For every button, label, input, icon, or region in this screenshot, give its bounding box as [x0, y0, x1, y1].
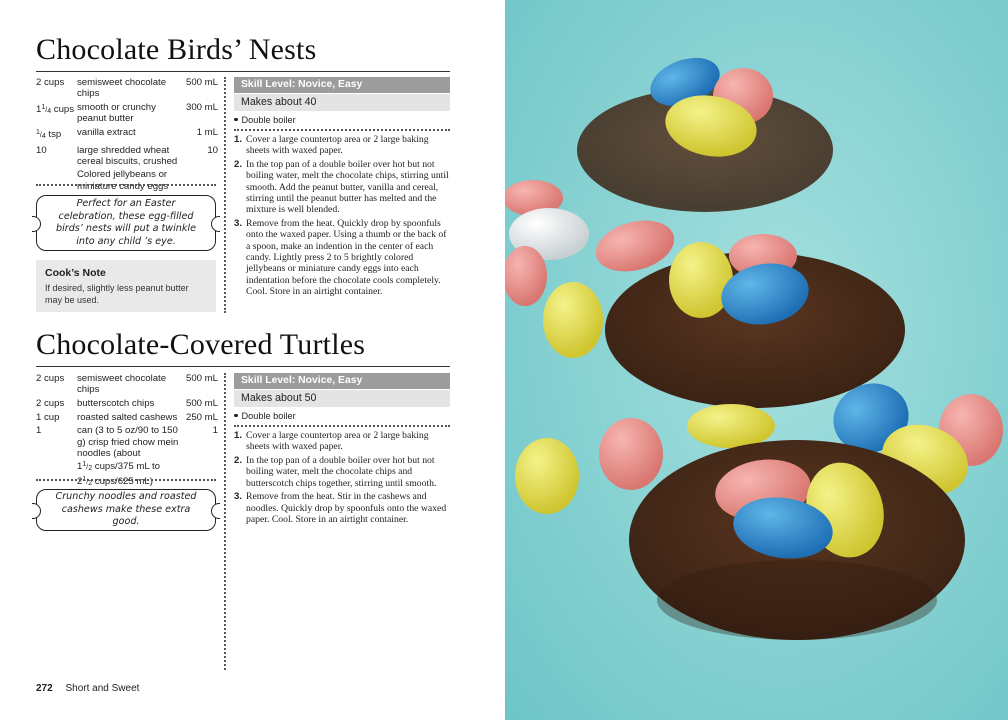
recipe-intro-callout: Crunchy noodles and roasted cashews make these extra good. — [36, 489, 216, 531]
recipe-title-birds-nests: Chocolate Birds’ Nests — [36, 33, 317, 66]
yield-bar: Makes about 40 — [234, 94, 450, 111]
cooks-note — [36, 260, 216, 312]
nests-illustration — [505, 0, 1008, 720]
ingredient-row: 2 cups semisweet chocolate chips 500 mL — [36, 77, 218, 100]
dotted-divider — [36, 184, 216, 186]
bullet-icon — [234, 118, 238, 122]
ingredient-row: 10 large shredded wheat cereal biscuits, crushed 10 — [36, 144, 218, 167]
cooks-note-text: If desired, slightly less peanut butter may be used. — [45, 283, 189, 305]
title-rule — [36, 366, 450, 367]
recipe-photo — [505, 0, 1008, 720]
page-number: 272 — [36, 683, 53, 694]
candy-egg — [543, 282, 603, 358]
dotted-divider — [234, 425, 450, 427]
section-name: Short and Sweet — [65, 683, 140, 694]
skill-level-bar: Skill Level: Novice, Easy — [234, 373, 450, 389]
dotted-column-divider — [224, 373, 226, 670]
method-steps — [234, 134, 452, 300]
equipment-item: Double boiler — [234, 411, 296, 421]
ingredient-row: 1 can (3 to 5 oz/90 to 150 g) crisp fried chow mein noodles (about $1^1/_2$ cups/375 mL to $2^1/_2$ cups/625 mL) 1 — [36, 425, 218, 488]
cooks-note-title: Cook’s Note — [45, 267, 106, 279]
method-step: 1. Cover a large countertop area or 2 large baking sheets with waxed paper. — [234, 134, 429, 157]
bullet-icon — [234, 414, 238, 418]
ingredient-list — [36, 77, 218, 194]
nest-front — [629, 440, 965, 640]
candy-egg — [505, 246, 547, 306]
dotted-divider — [36, 479, 216, 481]
recipe-title-turtles: Chocolate-Covered Turtles — [36, 328, 366, 361]
title-rule — [36, 71, 450, 72]
yield-bar: Makes about 50 — [234, 390, 450, 407]
equipment-item: Double boiler — [234, 115, 296, 125]
ingredient-row: $^1/_4$ tsp vanilla extract 1 mL — [36, 126, 218, 140]
page-footer — [36, 683, 139, 694]
dotted-divider — [234, 129, 450, 131]
ingredient-row: Colored jellybeans or miniature candy eggs — [77, 169, 169, 192]
method-step: 3. Remove from the heat. Quickly drop by spoonfuls onto the waxed paper. Using a thumb or the back of a spoon, make an indention in the center of each candy. Lightly press 2 to 5 brightly colored jellybeans or miniature candy eggs into each indentation before the chocolate cools completely. Cool. Store in an airtight container. — [234, 218, 447, 297]
candy-egg — [515, 438, 579, 514]
skill-level-bar: Skill Level: Novice, Easy — [234, 77, 450, 93]
candy-egg — [687, 404, 775, 448]
ingredient-row: 1 cup roasted salted cashews 250 mL — [36, 411, 218, 423]
method-step: 2. In the top pan of a double boiler over hot but not boiling water, melt the chocolate chips and butterscotch chips together, stirring until smooth. — [234, 455, 437, 489]
ingredient-row: 2 cups semisweet chocolate chips 500 mL — [36, 373, 218, 396]
method-step: 1. Cover a large countertop area or 2 large baking sheets with waxed paper. — [234, 430, 429, 453]
method-step: 3. Remove from the heat. Stir in the cashews and noodles. Quickly drop by spoonfuls onto the waxed paper. Cool. Store in an airtight container. — [234, 491, 447, 526]
ingredient-list — [36, 373, 218, 492]
candy-egg — [599, 418, 663, 490]
method-steps — [234, 430, 452, 528]
ingredient-row: 2 cups butterscotch chips 500 mL — [36, 397, 218, 409]
method-step: 2. In the top pan of a double boiler over hot but not boiling water, melt the chocolate chips, stirring until smooth. Add the peanut butter, vanilla and cereal, stirring until the peanut butter has melted and the mixture is well blended. — [234, 159, 449, 216]
dotted-column-divider — [224, 77, 226, 313]
ingredient-row: $1^1/_4$ cups smooth or crunchy peanut butter 300 mL — [36, 101, 218, 125]
recipe-intro-callout: Perfect for an Easter celebration, these egg-filled birds’ nests will put a twinkle into any child ’s eye. — [36, 195, 216, 251]
